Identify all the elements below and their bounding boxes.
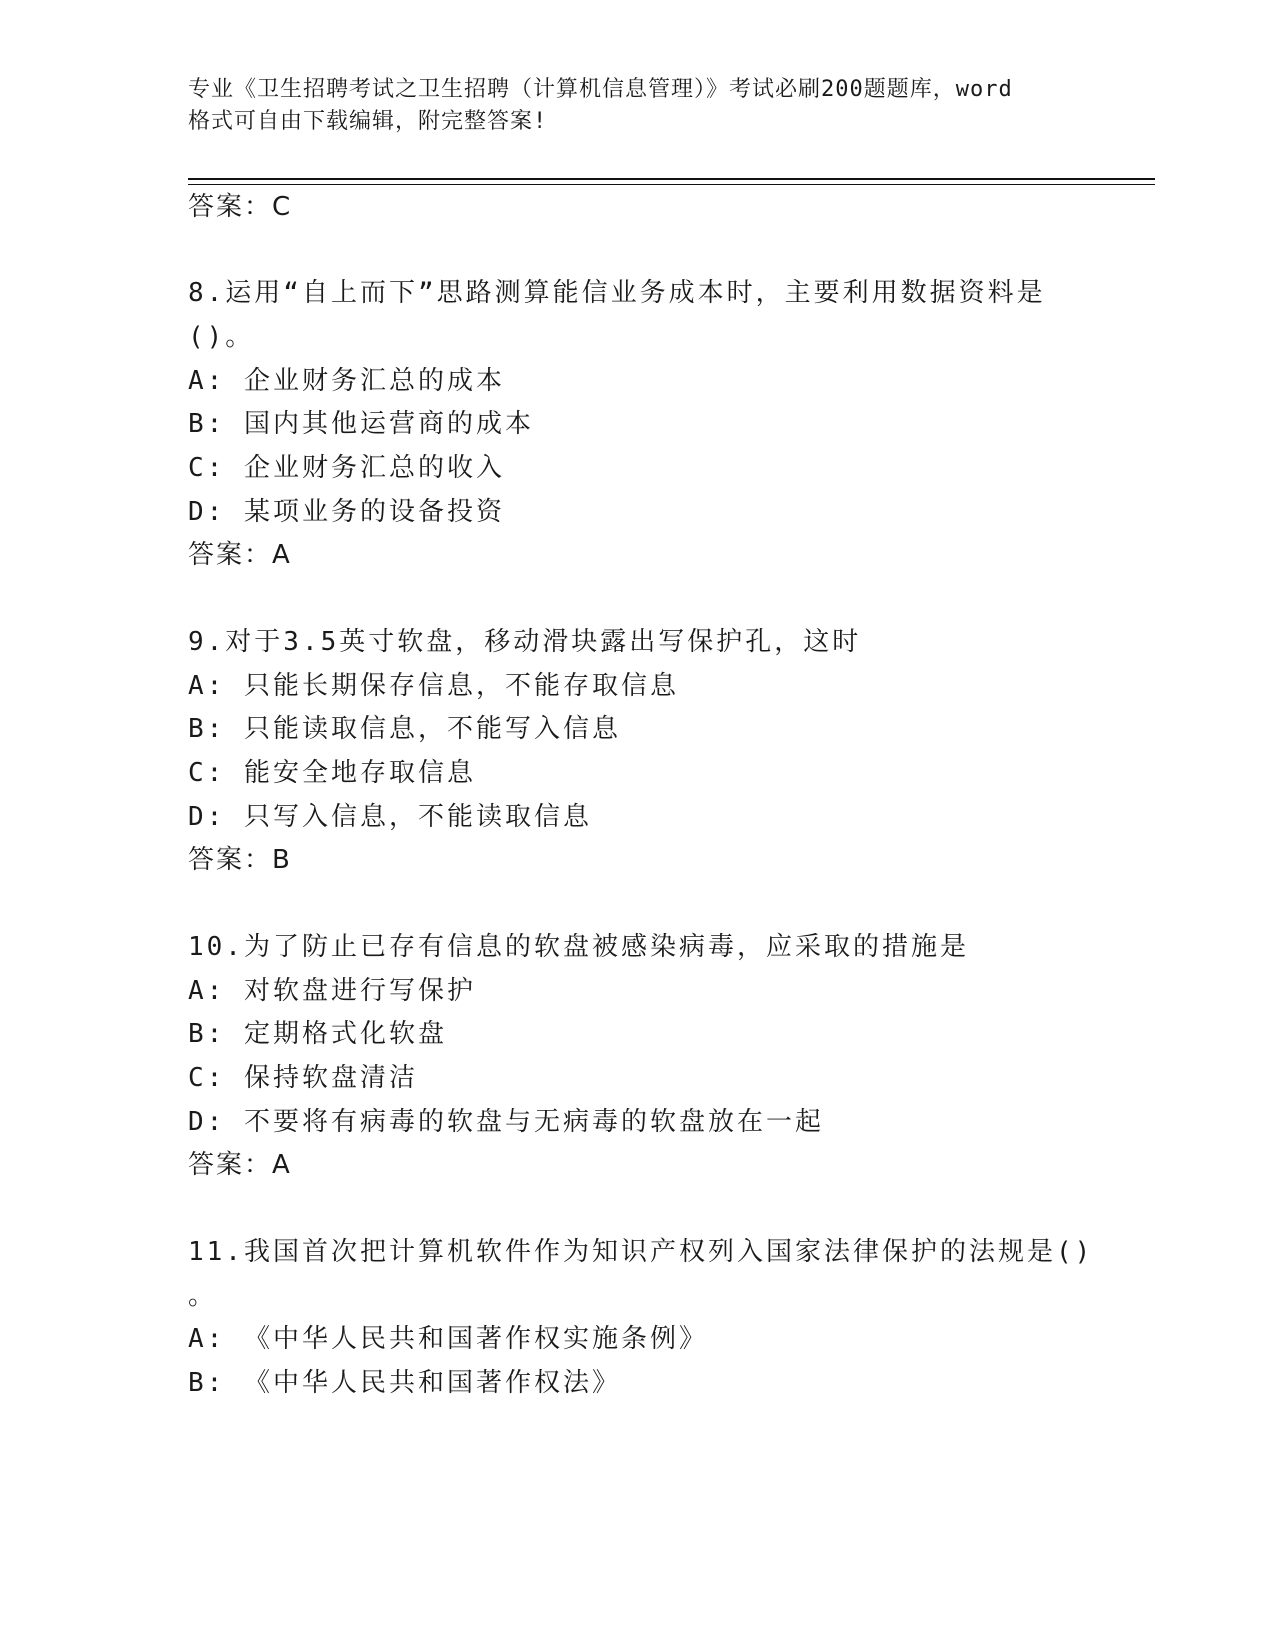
question-9-option-c: C: 能安全地存取信息 xyxy=(188,758,476,788)
question-10-option-b: B: 定期格式化软盘 xyxy=(188,1019,447,1049)
header-divider-thin xyxy=(188,184,1155,185)
question-11-option-b: B: 《中华人民共和国著作权法》 xyxy=(188,1368,621,1398)
question-9-option-d: D: 只写入信息，不能读取信息 xyxy=(188,802,592,832)
header-line-1: 专业《卫生招聘考试之卫生招聘（计算机信息管理）》考试必刷200题题库，word xyxy=(188,77,1013,102)
question-10-answer: 答案：A xyxy=(188,1150,292,1180)
question-11-option-a: A: 《中华人民共和国著作权实施条例》 xyxy=(188,1324,708,1354)
question-8-option-d: D: 某项业务的设备投资 xyxy=(188,497,505,527)
header-divider-thick xyxy=(188,178,1155,180)
question-9-stem: 9.对于3.5英寸软盘，移动滑块露出写保护孔，这时 xyxy=(188,627,862,657)
header-line-2: 格式可自由下载编辑，附完整答案! xyxy=(188,109,548,134)
question-8-stem-cont: ()。 xyxy=(188,322,255,352)
document-header xyxy=(188,74,1088,138)
question-8-option-c: C: 企业财务汇总的收入 xyxy=(188,453,505,483)
question-11-stem: 11.我国首次把计算机软件作为知识产权列入国家法律保护的法规是() xyxy=(188,1237,1094,1267)
question-9-answer: 答案：B xyxy=(188,845,292,875)
answer-previous: 答案：C xyxy=(188,192,293,222)
question-9-option-b: B: 只能读取信息，不能写入信息 xyxy=(188,714,621,744)
question-10-option-c: C: 保持软盘清洁 xyxy=(188,1063,418,1093)
question-10-option-d: D: 不要将有病毒的软盘与无病毒的软盘放在一起 xyxy=(188,1107,824,1137)
question-11-stem-cont: 。 xyxy=(188,1281,218,1311)
question-8-stem: 8.运用“自上而下”思路测算能信业务成本时，主要利用数据资料是 xyxy=(188,278,1046,308)
question-10-stem: 10.为了防止已存有信息的软盘被感染病毒，应采取的措施是 xyxy=(188,932,969,962)
question-8-option-a: A: 企业财务汇总的成本 xyxy=(188,366,505,396)
question-8-answer: 答案：A xyxy=(188,540,292,570)
question-10-option-a: A: 对软盘进行写保护 xyxy=(188,976,476,1006)
question-8-option-b: B: 国内其他运营商的成本 xyxy=(188,409,534,439)
question-9-option-a: A: 只能长期保存信息，不能存取信息 xyxy=(188,671,679,701)
